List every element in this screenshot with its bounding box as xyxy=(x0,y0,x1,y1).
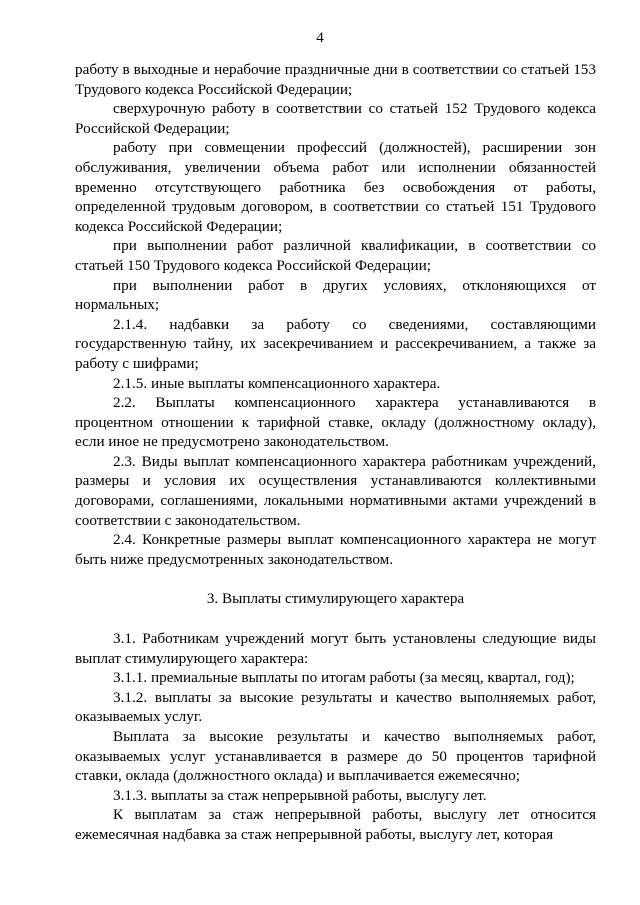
paragraph: 3.1.2. выплаты за высокие результаты и качество выполняемых работ, оказываемых услуг. xyxy=(75,688,596,726)
paragraph: К выплатам за стаж непрерывной работы, выслугу лет относится ежемесячная надбавка за стаж непрерывной работы, выслугу лет, которая xyxy=(75,806,596,843)
paragraph: работу при совмещении профессий (должностей), расширении зон обслуживания, увеличении объема работ или исполнении обязанностей временно отсутствующего работника без освобождения от работы, определенной трудовым договором, в соответствии со статьей 151 Трудового кодекса Российской Федерации; xyxy=(75,139,596,235)
paragraph: 3.1. Работникам учреждений могут быть установлены следующие виды выплат стимулирующего характера: xyxy=(75,630,596,667)
paragraph: 2.4. Конкретные размеры выплат компенсационного характера не могут быть ниже предусмотренных законодательством. xyxy=(75,531,596,568)
paragraph: 2.1.4. надбавки за работу со сведениями, составляющими государственную тайну, их засекречиванием и рассекречиванием, а также за работу с шифрами; xyxy=(75,315,596,372)
paragraph: 2.1.5. иные выплаты компенсационного характера. xyxy=(113,374,441,392)
paragraph: Выплата за высокие результаты и качество выполняемых работ, оказываемых услуг устанавливается в размере до 50 процентов тарифной ставки, оклада (должностного оклада) и выплачивается ежемесячно; xyxy=(75,728,596,785)
page-number: 4 xyxy=(316,30,324,46)
paragraph: при выполнении работ в других условиях, отклоняющихся от нормальных; xyxy=(75,276,596,314)
paragraph: при выполнении работ различной квалификации, в соответствии со статьей 150 Трудового кодекса Российской Федерации; xyxy=(75,237,596,274)
section-heading: 3. Выплаты стимулирующего характера xyxy=(206,590,465,608)
paragraph: 2.3. Виды выплат компенсационного характера работникам учреждений, размеры и условия их осуществления устанавливаются коллективными договорами, соглашениями, локальными нормативными актами учреждений в соответствии с законодательством. xyxy=(75,452,596,529)
paragraph: сверхурочную работу в соответствии со статьей 152 Трудового кодекса Российской Федерации; xyxy=(75,100,596,137)
document-body xyxy=(75,60,596,845)
paragraph: работу в выходные и нерабочие праздничные дни в соответствии со статьей 153 Трудового кодекса Российской Федерации; xyxy=(75,61,596,98)
paragraph: 2.2. Выплаты компенсационного характера устанавливаются в процентном отношении к тарифной ставке, окладу (должностному окладу), если иное не предусмотрено законодательством. xyxy=(75,394,596,451)
paragraph: 3.1.1. премиальные выплаты по итогам работы (за месяц, квартал, год); xyxy=(113,669,575,687)
paragraph: 3.1.3. выплаты за стаж непрерывной работы, выслугу лет. xyxy=(113,786,487,804)
